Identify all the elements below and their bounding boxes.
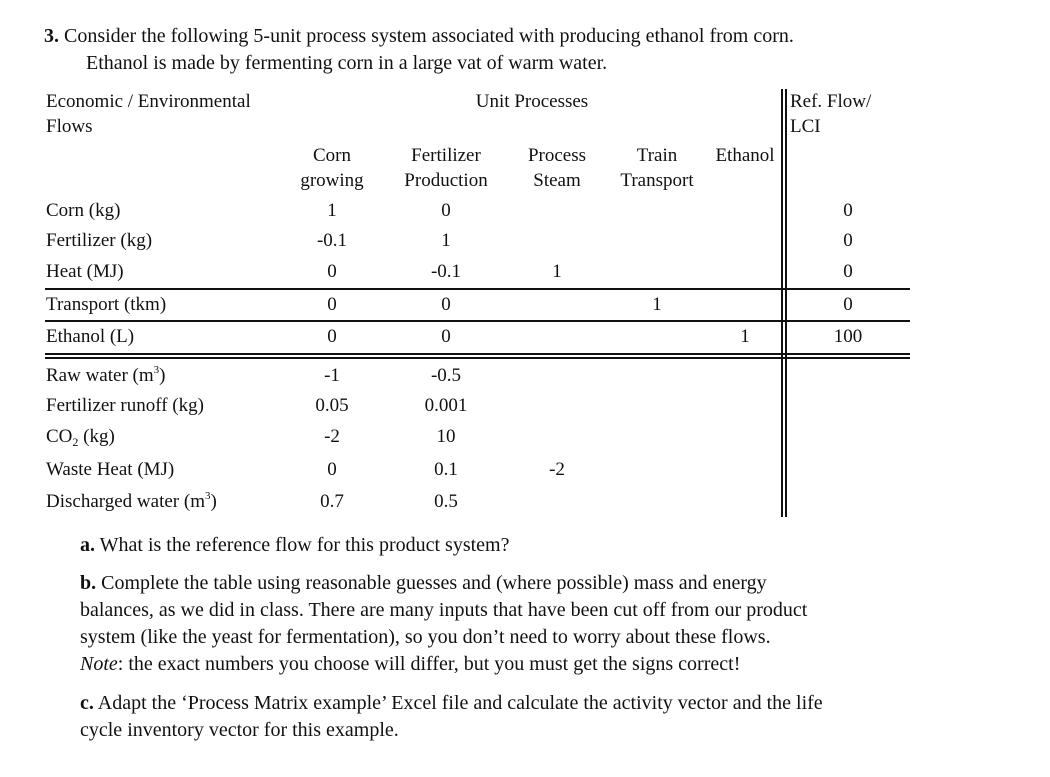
row-label-fertilizer-runoff: Fertilizer runoff (kg): [46, 395, 204, 416]
cell-fertilizer-fertilizer-production: 1: [441, 230, 451, 251]
part-b-text-1: Complete the table using reasonable guesses and (where possible) mass and energy: [101, 572, 767, 594]
cell-heat-corn-growing: 0: [327, 261, 337, 282]
cell-co2-corn-growing: -2: [324, 426, 340, 447]
cell-fertilizer-corn-growing: -0.1: [316, 230, 348, 251]
cell-corn-fertilizer-production: 0: [441, 200, 451, 221]
row-label-corn: Corn (kg): [46, 200, 121, 221]
cell-fertilizer-runoff-fertilizer-production: 0.001: [424, 395, 468, 416]
cell-heat-ref-flow: 0: [843, 261, 853, 282]
column-header-corn-growing-1: Corn: [313, 145, 351, 166]
ref-flow-divider-left: [781, 89, 783, 517]
part-b-line-2: balances, as we did in class. There are many inputs that have been cut off from our product: [80, 599, 808, 621]
part-b-label: b.: [80, 572, 97, 594]
column-header-ethanol-1: Ethanol: [715, 145, 775, 166]
part-a-text: What is the reference flow for this product system?: [99, 534, 510, 556]
column-header-corn-growing-2: growing: [300, 170, 364, 191]
column-header-process-steam-1: Process: [527, 145, 587, 166]
cell-ethanol-ethanol: 1: [740, 326, 750, 347]
column-header-fertilizer-production-1: Fertilizer: [411, 145, 481, 166]
cell-ethanol-ref-flow: 100: [833, 326, 863, 347]
part-c-line-2: cycle inventory vector for this example.: [80, 719, 399, 741]
part-a: [80, 532, 510, 558]
cell-corn-ref-flow: 0: [843, 200, 853, 221]
question-number: 3.: [44, 25, 59, 47]
part-b-note-text: : the exact numbers you choose will differ, but you must get the signs correct!: [117, 653, 741, 675]
cell-discharged-water-corn-growing: 0.7: [320, 491, 344, 512]
flows-header-line-1: Economic / Environmental: [46, 91, 251, 112]
cell-transport-train-transport: 1: [652, 294, 662, 315]
cell-heat-process-steam: 1: [552, 261, 562, 282]
part-c-line-1: [80, 690, 823, 716]
cell-raw-water-fertilizer-production: -0.5: [430, 365, 462, 386]
ref-flow-header-line-2: LCI: [790, 116, 821, 137]
cell-transport-ref-flow: 0: [843, 294, 853, 315]
cell-fertilizer-runoff-corn-growing: 0.05: [315, 395, 349, 416]
column-header-train-transport-1: Train: [636, 145, 678, 166]
row-label-raw-water: Raw water $(m^3)$: [46, 364, 166, 386]
ref-flow-divider-right: [785, 89, 787, 517]
cell-co2-fertilizer-production: 10: [436, 426, 456, 447]
row-label-fertilizer: Fertilizer (kg): [46, 230, 153, 251]
cell-discharged-water-fertilizer-production: 0.5: [434, 491, 458, 512]
part-b-line-1: [80, 570, 767, 596]
row-label-discharged-water: Discharged water $(m^3)$: [46, 490, 217, 512]
cell-waste-heat-corn-growing: 0: [327, 459, 337, 480]
flows-header-line-2: Flows: [46, 116, 93, 137]
row-label-heat: Heat (MJ): [46, 261, 124, 282]
part-b-line-3: system (like the yeast for fermentation), so you don’t need to worry about these flows.: [80, 626, 771, 648]
row-label-transport: Transport (tkm): [46, 294, 167, 315]
part-b-note: [80, 651, 740, 677]
unit-processes-header: Unit Processes: [475, 91, 589, 112]
cell-transport-corn-growing: 0: [327, 294, 337, 315]
cell-heat-fertilizer-production: -0.1: [430, 261, 462, 282]
row-label-co2: $CO_2$ (kg): [46, 426, 115, 449]
column-header-process-steam-2: Steam: [533, 170, 581, 191]
part-b-note-label: Note: [80, 653, 118, 675]
cell-fertilizer-ref-flow: 0: [843, 230, 853, 251]
ref-flow-header-line-1: Ref. Flow/: [790, 91, 872, 112]
row-label-waste-heat: Waste Heat (MJ): [46, 459, 175, 480]
part-c-text-1: Adapt the ‘Process Matrix example’ Excel file and calculate the activity vector and the life: [97, 692, 823, 714]
column-header-fertilizer-production-2: Production: [404, 170, 488, 191]
question-line-2: Ethanol is made by fermenting corn in a large vat of warm water.: [86, 52, 608, 74]
row-label-ethanol: Ethanol (L): [46, 326, 135, 347]
cell-raw-water-corn-growing: -1: [324, 365, 340, 386]
cell-ethanol-corn-growing: 0: [327, 326, 337, 347]
column-header-train-transport-2: Transport: [620, 170, 694, 191]
cell-waste-heat-process-steam: -2: [549, 459, 565, 480]
cell-corn-corn-growing: 1: [327, 200, 337, 221]
cell-transport-fertilizer-production: 0: [441, 294, 451, 315]
question-line-1: [44, 23, 794, 49]
question-text-1: Consider the following 5-unit process system associated with producing ethanol from corn.: [64, 25, 794, 47]
part-c-label: c.: [80, 692, 94, 714]
part-a-label: a.: [80, 534, 95, 556]
cell-waste-heat-fertilizer-production: 0.1: [434, 459, 458, 480]
cell-ethanol-fertilizer-production: 0: [441, 326, 451, 347]
